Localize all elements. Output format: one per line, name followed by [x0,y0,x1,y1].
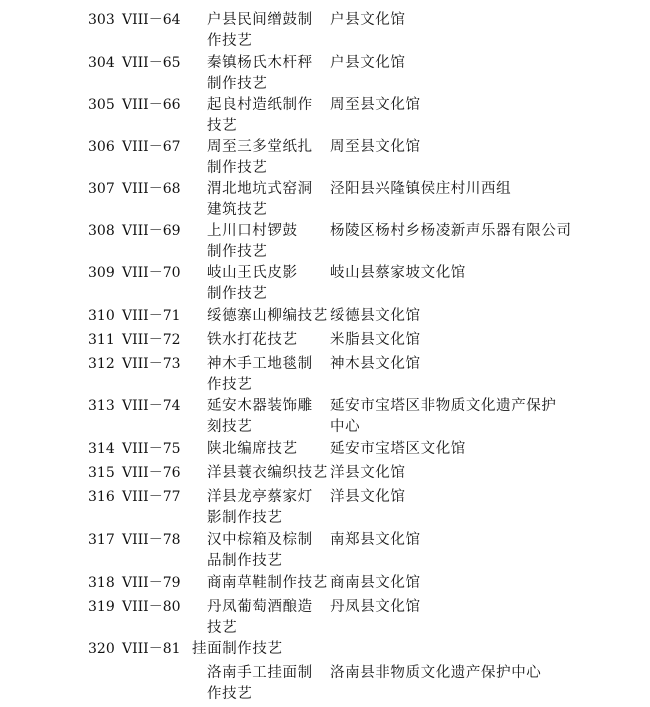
entry-name [207,53,319,94]
entry-unit [330,463,610,484]
entry-name [207,354,319,395]
entry-unit-line: 户县文化馆 [330,55,406,71]
entry-name-line: 岐山王氏皮影 [207,265,298,281]
entry-unit-line: 周至县文化馆 [330,97,421,113]
entry-name [207,487,319,528]
entry-name [207,396,319,437]
entry-unit [330,439,610,460]
entry-unit-line: 延安市宝塔区文化馆 [330,441,466,457]
entry-name-line: 起良村造纸制作 [207,97,313,113]
sub-entry-unit-line: 洛南县非物质文化遗产保护中心 [330,665,542,681]
entry-name-line: 刻技艺 [207,418,253,435]
entry-code: VIII－71 [122,308,181,324]
entry-code: VIII－77 [122,489,181,505]
entry-code: VIII－65 [122,55,181,71]
entry-name-line: 制作技艺 [207,159,268,176]
entry-unit-line: 周至县文化馆 [330,139,421,155]
entry-name-line: 作技艺 [207,376,253,393]
entry-name-line: 商南草鞋制作技艺 [207,575,328,591]
entry-number: 319 [88,599,115,615]
sub-entry-unit [330,663,610,684]
entry-number: 305 [88,97,115,113]
sub-entry-name-line: 作技艺 [207,685,253,702]
entry-code: VIII－73 [122,356,181,372]
entry-unit-line: 洋县文化馆 [330,489,406,505]
entry-unit [330,306,610,327]
entry-number: 310 [88,308,115,324]
entry-name-line: 渭北地坑式窑洞 [207,181,313,197]
entry-name [207,439,319,460]
entry-number: 311 [88,332,115,348]
entry-code: VIII－69 [122,223,181,239]
entry-unit-line: 洋县文化馆 [330,465,406,481]
entry-number: 309 [88,265,115,281]
entry-number: 312 [88,356,115,372]
entry-name [207,263,319,304]
entry-name-line: 影制作技艺 [207,509,283,526]
entry-name [207,597,319,638]
entry-name-line: 品制作技艺 [207,552,283,569]
entry-name-line: 丹凤葡萄酒酿造 [207,599,313,615]
entry-unit [330,530,610,551]
entry-name [207,179,319,220]
entry-name-line: 洋县龙亭蔡家灯 [207,489,313,505]
entry-number: 318 [88,575,115,591]
entry-number: 306 [88,139,115,155]
entry-code: VIII－74 [122,398,181,414]
entry-number: 307 [88,181,115,197]
entry-unit-line: 泾阳县兴隆镇侯庄村川西组 [330,181,512,197]
entry-name [207,530,319,571]
entry-code: VIII－64 [122,12,181,28]
entry-name [207,330,319,351]
entry-code: VIII－67 [122,139,181,155]
entry-code: VIII－68 [122,181,181,197]
entry-unit [330,330,610,351]
entry-unit [330,10,610,31]
entry-unit-line: 绥德县文化馆 [330,308,421,324]
group-title: 挂面制作技艺 [192,641,283,657]
entry-name-line: 秦镇杨氏木杆秤 [207,55,313,71]
entry-code: VIII－70 [122,265,181,281]
entry-name [207,221,319,262]
entry-name-line: 技艺 [207,117,238,134]
entry-unit-line: 神木县文化馆 [330,356,421,372]
sub-entry-name-line: 洛南手工挂面制 [207,665,313,681]
entry-name-line: 制作技艺 [207,75,268,92]
entry-code: VIII－80 [122,599,181,615]
entry-unit [330,396,610,437]
sub-entry-name [207,663,319,704]
entry-unit [330,53,610,74]
entry-code: VIII－76 [122,465,181,481]
entry-unit [330,95,610,116]
entry-number: 316 [88,489,115,505]
entry-unit-line: 南郑县文化馆 [330,532,421,548]
entry-unit [330,354,610,375]
group-code: VIII－81 [122,641,181,657]
entry-name-line: 洋县蓑衣编织技艺 [207,465,328,481]
entry-unit [330,597,610,618]
entry-code: VIII－66 [122,97,181,113]
entry-name-line: 铁水打花技艺 [207,332,298,348]
entry-name-line: 建筑技艺 [207,201,268,218]
entry-unit-line: 米脂县文化馆 [330,332,421,348]
entry-unit-line: 中心 [330,418,361,435]
entry-unit [330,179,610,200]
entry-name-line: 作技艺 [207,32,253,49]
group-number: 320 [88,641,115,657]
entry-name [207,95,319,136]
entry-unit [330,263,610,284]
entry-name-line: 上川口村锣鼓 [207,223,298,239]
entry-name-line: 技艺 [207,619,238,636]
entry-number: 317 [88,532,115,548]
entry-name [207,10,319,51]
entry-code: VIII－79 [122,575,181,591]
entry-name-line: 陕北编席技艺 [207,441,298,457]
entry-number: 313 [88,398,115,414]
entry-unit [330,487,610,508]
entry-name [207,306,328,327]
entry-name-line: 绥德寨山柳编技艺 [207,308,328,324]
entry-unit-line: 丹凤县文化馆 [330,599,421,615]
entry-name-line: 周至三多堂纸扎 [207,139,313,155]
entry-number: 304 [88,55,115,71]
entry-name [207,463,328,484]
entry-number: 314 [88,441,115,457]
entry-name-line: 户县民间缯鼓制 [207,12,313,28]
entry-unit [330,137,610,158]
entry-code: VIII－75 [122,441,181,457]
entry-unit-line: 商南县文化馆 [330,575,421,591]
entry-unit-line: 户县文化馆 [330,12,406,28]
entry-name-line: 神木手工地毯制 [207,356,313,372]
entry-unit-line: 延安市宝塔区非物质文化遗产保护 [330,398,557,414]
entry-name [207,137,319,178]
entry-code: VIII－78 [122,532,181,548]
entry-name-line: 延安木器装饰雕 [207,398,313,414]
entry-unit-line: 岐山县蔡家坡文化馆 [330,265,466,281]
entry-code: VIII－72 [122,332,181,348]
entry-number: 308 [88,223,115,239]
entry-unit-line: 杨陵区杨村乡杨凌新声乐器有限公司 [330,223,572,239]
entry-name-line: 汉中棕箱及棕制 [207,532,313,548]
entry-name [207,573,328,594]
entry-name-line: 制作技艺 [207,243,268,260]
entry-number: 303 [88,12,115,28]
entry-unit [330,221,610,242]
entry-unit [330,573,610,594]
entry-name-line: 制作技艺 [207,285,268,302]
entry-number: 315 [88,465,115,481]
